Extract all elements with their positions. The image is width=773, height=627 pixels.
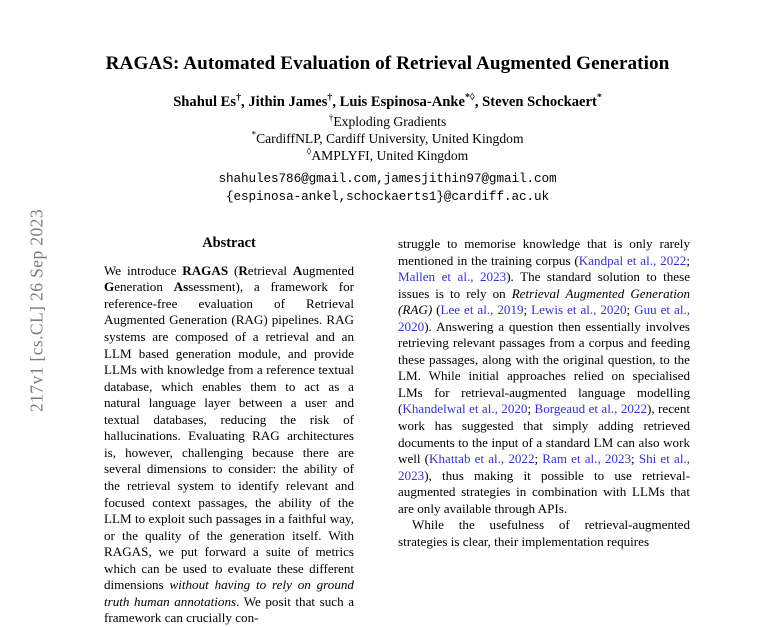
affiliation-mark: * xyxy=(251,129,257,140)
author-mark: † xyxy=(236,92,242,104)
introduction-column xyxy=(398,236,690,550)
author-mark: * xyxy=(596,92,602,104)
affiliation-text: Exploding Gradients xyxy=(333,114,447,129)
abstract-text: We introduce RAGAS (Retrieval Augmented Generation Assessment), a framework for reference-free evaluation of Retrieval Augmented Generation (RAG) pipelines. RAG systems are composed of a retrieval and an LLM based generation module, and provide LLMs with knowledge from a reference textual database, which enables them to act as a natural language layer between a user and textual databases, reducing the risk of hallucinations. Evaluating RAG architectures is, however, challenging because there are several dimensions to consider: the ability of the retrieval system to identify relevant and focused context passages, the ability of the LLM to exploit such passages in a faithful way, or the quality of the generation itself. With RAGAS, we put forward a suite of metrics which can be used to evaluate these different dimensions without having to rely on ground truth human annotations. We posit that such a framework can crucially con- xyxy=(104,262,355,626)
author-name: Shahul Es xyxy=(173,94,237,110)
arxiv-stamp: 217v1 [cs.CL] 26 Sep 2023 xyxy=(26,209,47,412)
author-separator: , xyxy=(474,94,483,110)
author-name: Luis Espinosa-Anke xyxy=(339,94,465,110)
page-title: RAGAS: Automated Evaluation of Retrieval Augmented Generation xyxy=(105,53,670,74)
affiliation-line xyxy=(60,131,715,148)
author-name: Steven Schockaert xyxy=(482,94,597,110)
affiliation-mark: ◊ xyxy=(306,146,312,157)
affiliation-mark: † xyxy=(328,112,334,123)
author-mark: *◊ xyxy=(464,92,475,104)
email-line: shahules786@gmail.com,jamesjithin97@gmail.com xyxy=(218,171,557,186)
affiliation-line xyxy=(60,148,715,165)
affiliation-text: AMPLYFI, United Kingdom xyxy=(311,148,469,163)
author-separator: , xyxy=(332,94,340,110)
author-list xyxy=(60,93,715,111)
abstract-column xyxy=(104,236,354,627)
abstract-heading: Abstract xyxy=(202,235,256,251)
author-mark: † xyxy=(327,92,333,104)
author-separator: , xyxy=(241,94,249,110)
intro-paragraph: While the usefulness of retrieval-augmented strategies is clear, their implementation requires xyxy=(398,517,690,549)
intro-paragraph: struggle to memorise knowledge that is only rarely mentioned in the training corpus (Kandpal et al., 2022; Mallen et al., 2023). The standard solution to these issues is to rely on Retrieval Augmented Generation (RAG) (Lee et al., 2019; Lewis et al., 2020; Guu et al., 2020). Answering a question then essentially involves retrieving relevant passages from a corpus and feeding these passages, along with the original question, to the LM. While initial approaches relied on specialised LMs for retrieval-augmented language modelling (Khandelwal et al., 2020; Borgeaud et al., 2022), recent work has suggested that simply adding retrieved documents to the input of a standard LM can also work well (Khattab et al., 2022; Ram et al., 2023; Shi et al., 2023), thus making it possible to use retrieval-augmented strategies in combination with LLMs that are only available through APIs. xyxy=(398,236,691,516)
affiliation-line xyxy=(60,114,715,131)
email-line: {espinosa-ankel,schockaerts1}@cardiff.ac.uk xyxy=(225,189,550,204)
affiliation-text: CardiffNLP, Cardiff University, United Kingdom xyxy=(256,131,524,146)
author-name: Jithin James xyxy=(248,94,328,110)
